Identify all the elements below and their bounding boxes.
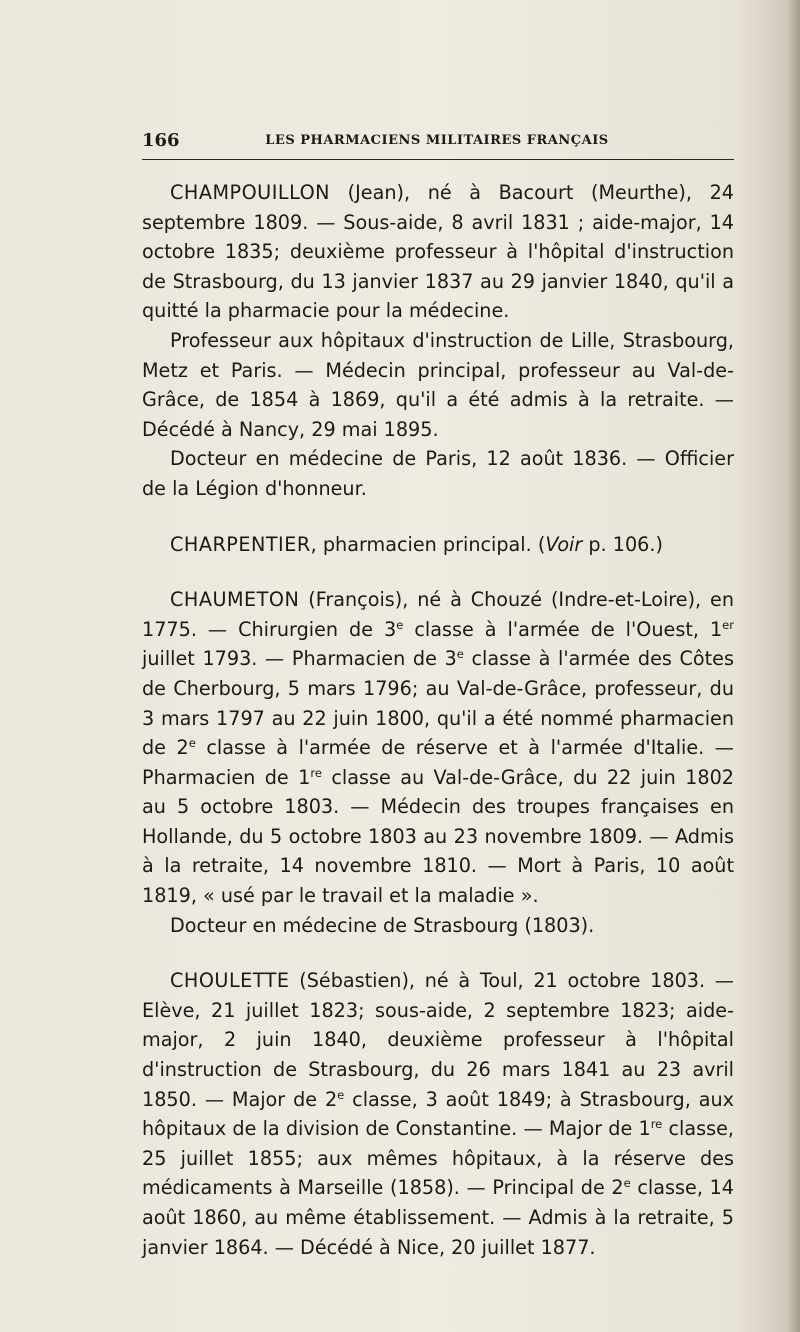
- entry-text: p. 106.): [582, 532, 663, 556]
- superscript: e: [396, 617, 404, 632]
- superscript: er: [722, 617, 734, 632]
- entry-chaumeton-para-1: [142, 585, 734, 911]
- page-header: [142, 130, 732, 154]
- body-text: [142, 178, 734, 1262]
- header-rule: [142, 159, 734, 160]
- entry-text: classe, 25 juillet 1855; aux mêmes hôpitaux, à la réserve des médicaments à Marseille (1858). — Principal de 2: [142, 1117, 735, 1200]
- entry-champouillon-para-3: Docteur en médecine de Paris, 12 août 1836. — Officier de la Légion d'honneur.: [142, 447, 734, 500]
- entry-name: CHOULETTE: [170, 969, 290, 993]
- entry-text: classe à l'armée de l'Ouest, 1: [403, 617, 723, 641]
- entry-text: classe au Val-de-Grâce, du 22 juin 1802 au 5 octobre 1803. — Médecin des troupes françaises en Hollande, du 5 octobre 1803 au 23 novembre 1809. — Admis à la retraite, 14 novembre 1810. — Mort à Paris, 10 août 1819, « usé par le travail et la maladie ».: [142, 765, 734, 908]
- superscript: e: [623, 1176, 631, 1191]
- entry-name: CHARPENTIER: [170, 532, 311, 556]
- superscript: re: [310, 765, 322, 780]
- entry-choulette: [142, 966, 734, 1262]
- entry-champouillon-para-1: [142, 178, 734, 326]
- entry-text: classe, 14 août 1860, au même établissement. — Admis à la retraite, 5 janvier 1864. — Décédé à Nice, 20 juillet 1877.: [142, 1176, 734, 1259]
- page-edge-shadow: [786, 0, 800, 1332]
- superscript: e: [337, 1087, 345, 1102]
- running-head: LES PHARMACIENS MILITAIRES FRANÇAIS: [265, 133, 609, 148]
- superscript: e: [188, 736, 196, 751]
- entry-text: (François), né à Chouzé (Indre-et-Loire), en 1775. — Chirurgien de 3: [142, 588, 734, 641]
- entry-text: (Sébastien), né à Toul, 21 octobre 1803. — Elève, 21 juillet 1823; sous-aide, 2 septembre 1823; aide-major, 2 juin 1840, deuxième professeur à l'hôpital d'instruction de Strasbourg, du 26 mars 1841 au 23 avril 1850. — Major de 2: [142, 969, 734, 1111]
- entry-text: classe à l'armée des Côtes de Cherbourg, 5 mars 1796; au Val-de-Grâce, professeur, du 3 mars 1797 au 22 juin 1800, qu'il a été nommé pharmacien de 2: [142, 647, 734, 760]
- page-number: 166: [142, 130, 180, 151]
- entry-chaumeton-para-2: Docteur en médecine de Strasbourg (1803).: [170, 913, 595, 937]
- entry-text: classe, 3 août 1849; à Strasbourg, aux hôpitaux de la division de Constantine. — Major de 1: [142, 1087, 734, 1141]
- superscript: e: [456, 647, 464, 662]
- entry-italic: Voir: [545, 532, 583, 556]
- entry-text: classe à l'armée de réserve et à l'armée d'Italie. — Pharmacien de 1: [142, 736, 734, 789]
- superscript: re: [650, 1117, 663, 1132]
- entry-text: (Jean), né à Bacourt (Meurthe), 24 septembre 1809. — Sous-aide, 8 avril 1831 ; aide-major, 14 octobre 1835; deuxième professeur à l'hôpital d'instruction de Strasbourg, du 13 janvier 1837 au 29 janvier 1840, qu'il a quitté la pharmacie pour la médecine.: [142, 181, 734, 323]
- entry-text: , pharmacien principal. (: [310, 532, 546, 556]
- entry-name: CHAUMETON: [170, 588, 300, 612]
- entry-champouillon-para-2: Professeur aux hôpitaux d'instruction de Lille, Strasbourg, Metz et Paris. — Médecin principal, professeur au Val-de-Grâce, de 1854 à 1869, qu'il a été admis à la retraite. — Décédé à Nancy, 29 mai 1895.: [142, 328, 734, 441]
- entry-charpentier: [142, 530, 734, 560]
- entry-name: CHAMPOUILLON: [170, 181, 331, 204]
- entry-text: juillet 1793. — Pharmacien de 3: [142, 647, 457, 671]
